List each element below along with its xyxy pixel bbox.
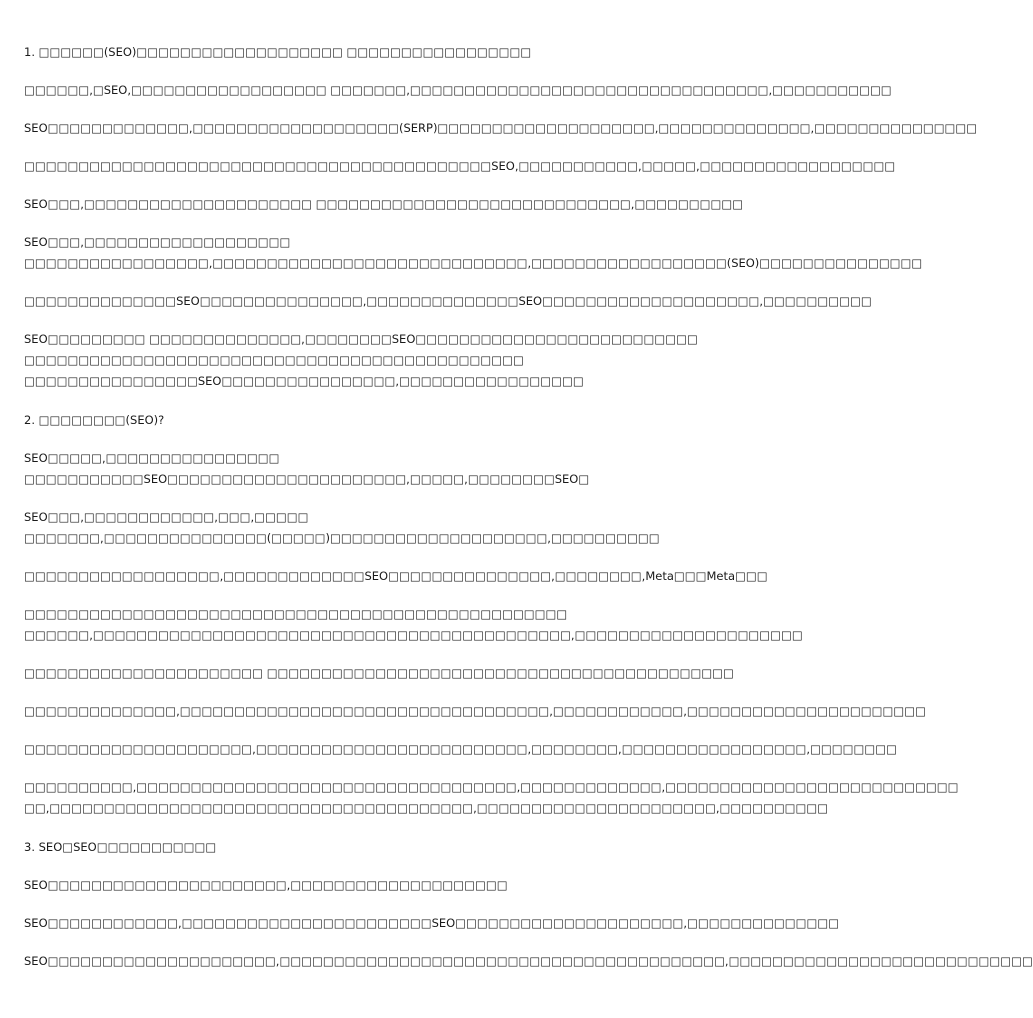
paragraph-line: SEO□□□□□□□□□□□□□□□□□□□□□,□□□□□□□□□□□□□□□□□□□□□□□□□□□□□□□□□□□□□□□□□,□□□□□□□□□□□□□□□□□□□□□□□□□□□□ [24, 954, 1033, 968]
paragraph-line: SEO□□□,□□□□□□□□□□□□□□□□□□□□□ □□□□□□□□□□□□□□□□□□□□□□□□□□□□□,□□□□□□□□□□ [24, 197, 744, 211]
paragraph-line: □□□□□□□□□□□□□□□□□□,□□□□□□□□□□□□□SEO□□□□□□□□□□□□□□□,□□□□□□□□,Meta□□□Meta□□□ [24, 569, 768, 583]
section-heading-1: 1. □□□□□□(SEO)□□□□□□□□□□□□□□□□□□□ □□□□□□□□□□□□□□□□□ [24, 45, 532, 59]
paragraph-line: □□□□□□□□□□□□□□SEO□□□□□□□□□□□□□□□,□□□□□□□□□□□□□□SEO□□□□□□□□□□□□□□□□□□□□,□□□□□□□□□□ [24, 294, 872, 308]
paragraph-line: □□□□□□,□□□□□□□□□□□□□□□□□□□□□□□□□□□□□□□□□□□□□□□□□□□□,□□□□□□□□□□□□□□□□□□□□□ [24, 628, 803, 642]
section-heading-2: 2. □□□□□□□□(SEO)? [24, 413, 165, 427]
paragraph-line: □□□□□□□,□□□□□□□□□□□□□□□(□□□□□)□□□□□□□□□□□□□□□□□□□□,□□□□□□□□□□ [24, 531, 660, 545]
paragraph-line: □□□□□□□□□□□□□□□□□□□□□□□□□□□□□□□□□□□□□□□□□□□SEO,□□□□□□□□□□□,□□□□□,□□□□□□□□□□□□□□□□□□ [24, 159, 896, 173]
paragraph-line: □□□□□□□□□□□□□□□□□□□□□□ □□□□□□□□□□□□□□□□□□□□□□□□□□□□□□□□□□□□□□□□□□□ [24, 666, 734, 680]
paragraph-line: □□□□□□,□SEO,□□□□□□□□□□□□□□□□□□ □□□□□□□,□□□□□□□□□□□□□□□□□□□□□□□□□□□□□□□□□,□□□□□□□□□□□ [24, 83, 892, 97]
paragraph-line: □□□□□□□□□□□□□□□□□□□□□□□□□□□□□□□□□□□□□□□□□□□□□□ [24, 353, 524, 367]
paragraph-line: SEO□□□□□,□□□□□□□□□□□□□□□□ [24, 451, 280, 465]
paragraph-line: SEO□□□,□□□□□□□□□□□□□□□□□□□ [24, 235, 291, 249]
paragraph-line: □□□□□□□□□□□□□□□□SEO□□□□□□□□□□□□□□□□,□□□□□□□□□□□□□□□□□ [24, 374, 584, 388]
paragraph-line: □□□□□□□□□□,□□□□□□□□□□□□□□□□□□□□□□□□□□□□□□□□□□□,□□□□□□□□□□□□□,□□□□□□□□□□□□□□□□□□□□□□□□□□□ [24, 780, 959, 794]
paragraph-line: SEO□□□□□□□□□□□□,□□□□□□□□□□□□□□□□□□□□□□□SEO□□□□□□□□□□□□□□□□□□□□□,□□□□□□□□□□□□□□ [24, 916, 840, 930]
paragraph-line: SEO□□□□□□□□□ □□□□□□□□□□□□□□,□□□□□□□□SEO□□□□□□□□□□□□□□□□□□□□□□□□□□ [24, 332, 698, 346]
paragraph-line: □□□□□□□□□□□□□□□□□□□□□,□□□□□□□□□□□□□□□□□□□□□□□□□,□□□□□□□□,□□□□□□□□□□□□□□□□□,□□□□□□□□ [24, 742, 897, 756]
paragraph-line: □□,□□□□□□□□□□□□□□□□□□□□□□□□□□□□□□□□□□□□□□□,□□□□□□□□□□□□□□□□□□□□□□,□□□□□□□□□□ [24, 801, 829, 815]
section-heading-3: 3. SEO□SEO□□□□□□□□□□□ [24, 840, 217, 854]
paragraph-line: □□□□□□□□□□□□□□□□□□□□□□□□□□□□□□□□□□□□□□□□□□□□□□□□□□ [24, 607, 568, 621]
paragraph-line: □□□□□□□□□□□□□□,□□□□□□□□□□□□□□□□□□□□□□□□□□□□□□□□□□,□□□□□□□□□□□□,□□□□□□□□□□□□□□□□□□□□□□ [24, 704, 926, 718]
document-body [24, 42, 1033, 972]
paragraph-line: □□□□□□□□□□□SEO□□□□□□□□□□□□□□□□□□□□□□,□□□□□,□□□□□□□□SEO□ [24, 472, 590, 486]
paragraph-line: SEO□□□,□□□□□□□□□□□□,□□□,□□□□□ [24, 510, 309, 524]
paragraph-line: SEO□□□□□□□□□□□□□,□□□□□□□□□□□□□□□□□□□(SERP)□□□□□□□□□□□□□□□□□□□□,□□□□□□□□□□□□□□,□□□□□□□□□□□□□□□ [24, 121, 978, 135]
paragraph-line: SEO□□□□□□□□□□□□□□□□□□□□□□,□□□□□□□□□□□□□□□□□□□□ [24, 878, 508, 892]
paragraph-line: □□□□□□□□□□□□□□□□□,□□□□□□□□□□□□□□□□□□□□□□□□□□□□□,□□□□□□□□□□□□□□□□□□(SEO)□□□□□□□□□□□□□□□ [24, 256, 923, 270]
